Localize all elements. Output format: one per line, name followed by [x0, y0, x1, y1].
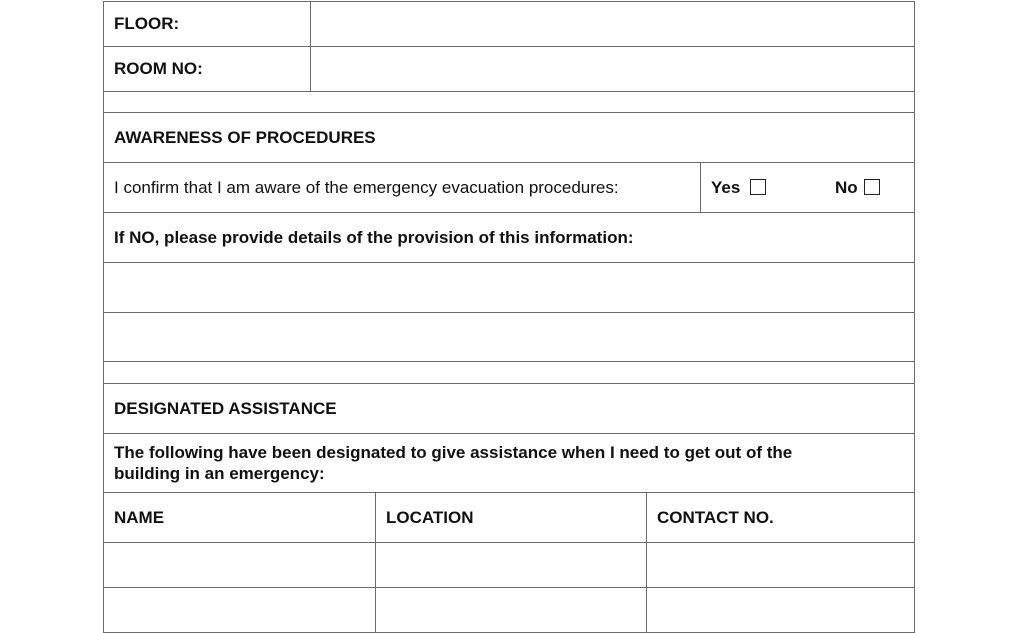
yes-checkbox[interactable] — [750, 179, 766, 195]
contact-cell[interactable] — [646, 588, 914, 632]
floor-label: FLOOR: — [114, 14, 180, 33]
assistance-intro-line-1: The following have been designated to give assistance when I need to get out of the — [114, 443, 793, 462]
details-line-2[interactable] — [103, 312, 915, 362]
if-no-prompt-row — [103, 212, 915, 263]
spacer-row — [103, 91, 915, 113]
no-option[interactable] — [835, 178, 880, 198]
name-cell[interactable] — [104, 543, 375, 587]
floor-field[interactable] — [310, 2, 914, 46]
contact-cell[interactable] — [646, 543, 914, 587]
details-line-1[interactable] — [103, 262, 915, 313]
table-row — [103, 587, 915, 633]
assistance-intro-line-2: building in an emergency: — [114, 464, 325, 483]
awareness-confirm-row — [103, 162, 915, 213]
assistance-heading: DESIGNATED ASSISTANCE — [114, 399, 337, 418]
col-contact-header: CONTACT NO. — [646, 493, 914, 542]
table-row — [103, 542, 915, 588]
room-field[interactable] — [310, 47, 914, 91]
room-label: ROOM NO: — [114, 59, 203, 78]
location-cell[interactable] — [375, 543, 646, 587]
location-cell[interactable] — [375, 588, 646, 632]
room-row — [103, 46, 915, 92]
col-location-header: LOCATION — [375, 493, 646, 542]
assistance-heading-row — [103, 383, 915, 434]
col-name-header: NAME — [114, 508, 165, 527]
name-cell[interactable] — [104, 588, 375, 632]
spacer-row-2 — [103, 361, 915, 384]
yes-option[interactable] — [711, 178, 766, 198]
assistance-intro-row — [103, 433, 915, 493]
if-no-prompt: If NO, please provide details of the provision of this information: — [114, 228, 634, 247]
awareness-heading: AWARENESS OF PROCEDURES — [114, 128, 376, 147]
yes-no-cell — [700, 163, 914, 212]
evacuation-form — [103, 1, 917, 611]
yes-label: Yes — [711, 178, 741, 197]
assistance-table-header — [103, 492, 915, 543]
awareness-statement: I confirm that I am aware of the emergency evacuation procedures: — [114, 178, 619, 197]
no-checkbox[interactable] — [864, 179, 880, 195]
floor-row — [103, 1, 915, 47]
awareness-heading-row — [103, 112, 915, 163]
no-label: No — [835, 178, 858, 197]
